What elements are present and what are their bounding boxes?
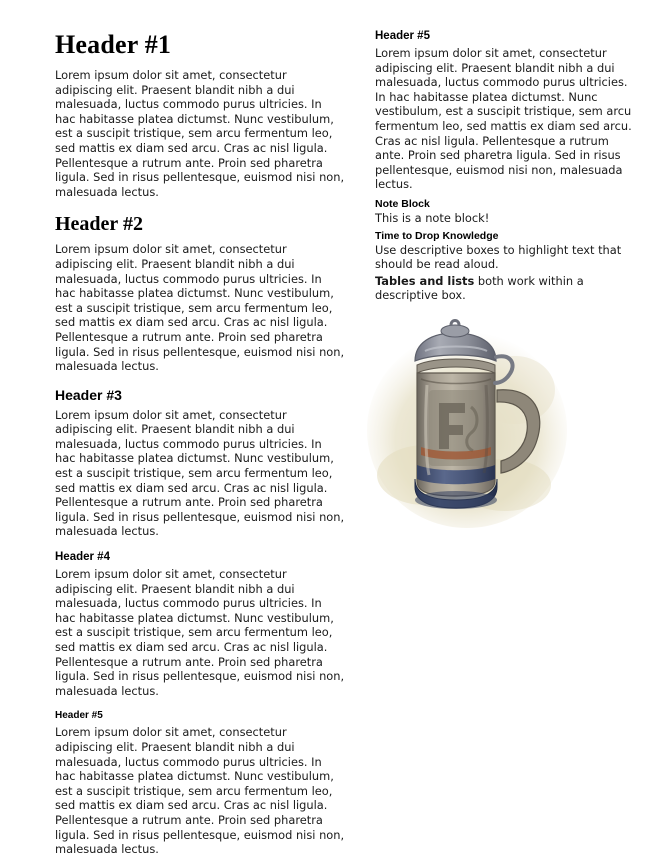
descriptive-block-footer-rest: both work within a descriptive box. bbox=[375, 273, 584, 303]
section-header-5 bbox=[55, 710, 345, 856]
descriptive-block-footer-bold: Tables and lists bbox=[375, 273, 475, 288]
paragraph-2: Lorem ipsum dolor sit amet, consectetur adipiscing elit. Praesent blandit nibh a dui malesuada, luctus commodo purus ultricies. In hac habitasse platea dictumst. Nunc vestibulum, est a suscipit tristique, sem arcu fermentum leo, sed mattis ex diam sed arcu. Cras ac nisl ligula. Pellentesque a rutrum ante. Proin sed pharetra ligula. Sed in risus pellentesque, euismod nisi non, malesuada lectus. bbox=[55, 242, 345, 374]
right-column-heading: Header #5 bbox=[375, 30, 430, 42]
paragraph-5: Lorem ipsum dolor sit amet, consectetur adipiscing elit. Praesent blandit nibh a dui malesuada, luctus commodo purus ultricies. In hac habitasse platea dictumst. Nunc vestibulum, est a suscipit tristique, sem arcu fermentum leo, sed mattis ex diam sed arcu. Cras ac nisl ligula. Pellentesque a rutrum ante. Proin sed pharetra ligula. Sed in risus pellentesque, euismod nisi non, malesuada lectus. bbox=[55, 725, 345, 857]
section-header-4 bbox=[55, 551, 345, 698]
left-column bbox=[55, 30, 345, 859]
descriptive-block-title: Time to Drop Knowledge bbox=[375, 229, 499, 242]
paragraph-4: Lorem ipsum dolor sit amet, consectetur adipiscing elit. Praesent blandit nibh a dui malesuada, luctus commodo purus ultricies. In hac habitasse platea dictumst. Nunc vestibulum, est a suscipit tristique, sem arcu fermentum leo, sed mattis ex diam sed arcu. Cras ac nisl ligula. Pellentesque a rutrum ante. Proin sed pharetra ligula. Sed in risus pellentesque, euismod nisi non, malesuada lectus. bbox=[55, 567, 345, 698]
right-column-paragraph: Lorem ipsum dolor sit amet, consectetur adipiscing elit. Praesent blandit nibh a dui malesuada, luctus commodo purus ultricies. In hac habitasse platea dictumst. Nunc vestibulum, est a suscipit tristique, sem arcu fermentum leo, sed mattis ex diam sed arcu. Cras ac nisl ligula. Pellentesque a rutrum ante. Proin sed pharetra ligula. Sed in risus pellentesque, euismod nisi non, malesuada lectus. bbox=[375, 46, 632, 192]
paragraph-3: Lorem ipsum dolor sit amet, consectetur adipiscing elit. Praesent blandit nibh a dui malesuada, luctus commodo purus ultricies. In hac habitasse platea dictumst. Nunc vestibulum, est a suscipit tristique, sem arcu fermentum leo, sed mattis ex diam sed arcu. Cras ac nisl ligula. Pellentesque a rutrum ante. Proin sed pharetra ligula. Sed in risus pellentesque, euismod nisi non, malesuada lectus. bbox=[55, 407, 345, 539]
descriptive-block-text: Use descriptive boxes to highlight text that should be read aloud. bbox=[375, 242, 622, 272]
note-block bbox=[375, 198, 635, 226]
heading-level-4: Header #4 bbox=[55, 551, 110, 564]
heading-level-5: Header #5 bbox=[55, 710, 103, 722]
stein-lid-knob bbox=[441, 325, 469, 337]
beer-stein-illustration bbox=[355, 295, 585, 540]
note-block-title: Note Block bbox=[375, 197, 430, 210]
note-block-text: This is a note block! bbox=[375, 210, 490, 225]
paragraph-1: Lorem ipsum dolor sit amet, consectetur adipiscing elit. Praesent blandit nibh a dui malesuada, luctus commodo purus ultricies. In hac habitasse platea dictumst. Nunc vestibulum, est a suscipit tristique, sem arcu fermentum leo, sed mattis ex diam sed arcu. Cras ac nisl ligula. Pellentesque a rutrum ante. Proin sed pharetra ligula. Sed in risus pellentesque, euismod nisi non, malesuada lectus. bbox=[55, 68, 345, 199]
heading-level-2: Header #2 bbox=[55, 213, 143, 236]
section-header-3 bbox=[55, 387, 345, 539]
section-header-2 bbox=[55, 213, 345, 373]
heading-level-3: Header #3 bbox=[55, 386, 122, 403]
heading-level-1: Header #1 bbox=[55, 30, 172, 59]
descriptive-block bbox=[375, 230, 635, 303]
beer-stein-svg bbox=[355, 295, 585, 540]
section-header-1 bbox=[55, 30, 345, 199]
